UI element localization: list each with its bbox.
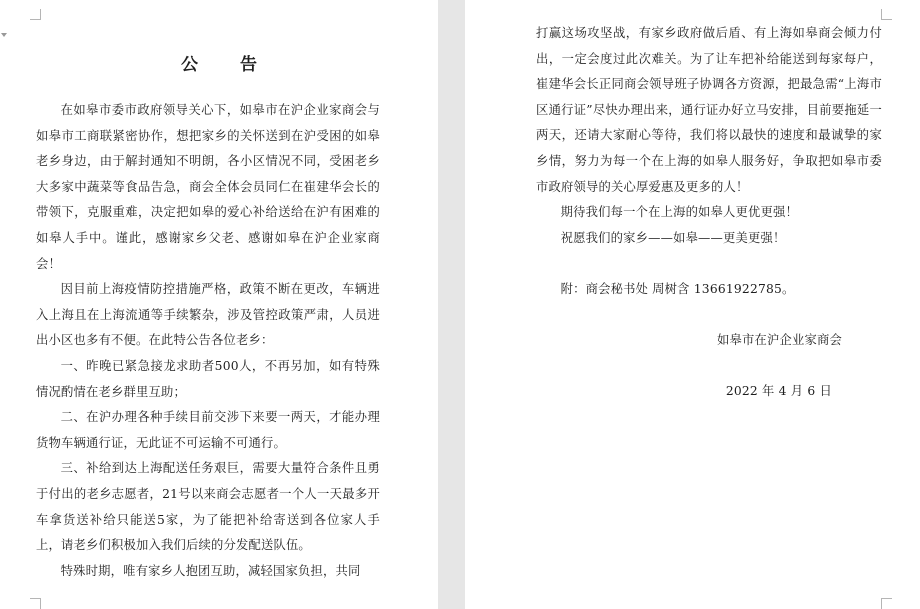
attachment-contact: 附：商会秘书处 周树含 13661922785。 bbox=[560, 281, 795, 296]
document-title: 公 告 bbox=[181, 55, 275, 75]
crop-mark bbox=[30, 598, 41, 609]
page-gap bbox=[438, 0, 465, 609]
crop-mark bbox=[30, 9, 41, 20]
document-date: 2022 年 4 月 6 日 bbox=[725, 384, 832, 399]
body-paragraph: 在如皋市委市政府领导关心下，如皋市在沪企业家商会与如皋市工商联紧密协作，想把家乡的关怀送到在沪受困的如皋老乡身边，由于解封通知不明朗，各小区情况不同，受困老乡大多家中蔬菜等食品告急，商会全体会员同仁在崔建华会长的带领下，克服重难，决定把如皋的爱心补给送给在沪有困难的如皋人手中。谨此，感谢家乡父老、感谢如皋在沪企业家商会！ bbox=[36, 103, 380, 271]
body-paragraph: 三、补给到达上海配送任务艰巨，需要大量符合条件且勇于付出的老乡志愿者，21号以来商会志愿者一个人一天最多开车拿货送补给只能送5家，为了能把补给寄送到各位家人手上，请老乡们积极加入我们后续的分发配送队伍。 bbox=[36, 461, 380, 553]
crop-mark bbox=[881, 598, 892, 609]
body-paragraph: 一、昨晚已紧急接龙求助者500人，不再另加，如有特殊情况酌情在老乡群里互助； bbox=[36, 358, 380, 399]
body-paragraph-continued: 打赢这场攻坚战，有家乡政府做后盾、有上海如皋商会倾力付出，一定会度过此次难关。为了让车把补给能送到每家每户，崔建华会长正同商会领导班子协调各方资源，把最急需“上海市区通行证”尽快办理出来，通行证办好立马安排，目前要拖延一两天，还请大家耐心等待，我们将以最快的速度和最诚挚的家乡情，努力为每一个在上海的如皋人服务好，争取把如皋市委市政府领导的关心厚爱惠及更多的人！ bbox=[536, 26, 882, 194]
ruler-indent-marker-icon bbox=[1, 33, 7, 37]
body-paragraph: 特殊时期，唯有家乡人抱团互助，减轻国家负担，共同 bbox=[60, 563, 361, 578]
signature-organization: 如皋市在沪企业家商会 bbox=[717, 333, 842, 348]
body-paragraph: 期待我们每一个在上海的如皋人更优更强！ bbox=[560, 205, 799, 220]
body-paragraph: 祝愿我们的家乡——如皋——更美更强！ bbox=[560, 230, 786, 245]
body-paragraph: 因目前上海疫情防控措施严格，政策不断在更改，车辆进入上海且在上海流通等手续繁杂，涉及管控政策严肃，人员进出小区也多有不便。在此特公告各位老乡： bbox=[36, 282, 380, 348]
left-page-body bbox=[36, 98, 380, 584]
body-paragraph: 二、在沪办理各种手续目前交涉下来要一两天，才能办理货物车辆通行证，无此证不可运输不可通行。 bbox=[36, 410, 380, 450]
crop-mark bbox=[881, 9, 892, 20]
right-page-body bbox=[536, 21, 882, 405]
